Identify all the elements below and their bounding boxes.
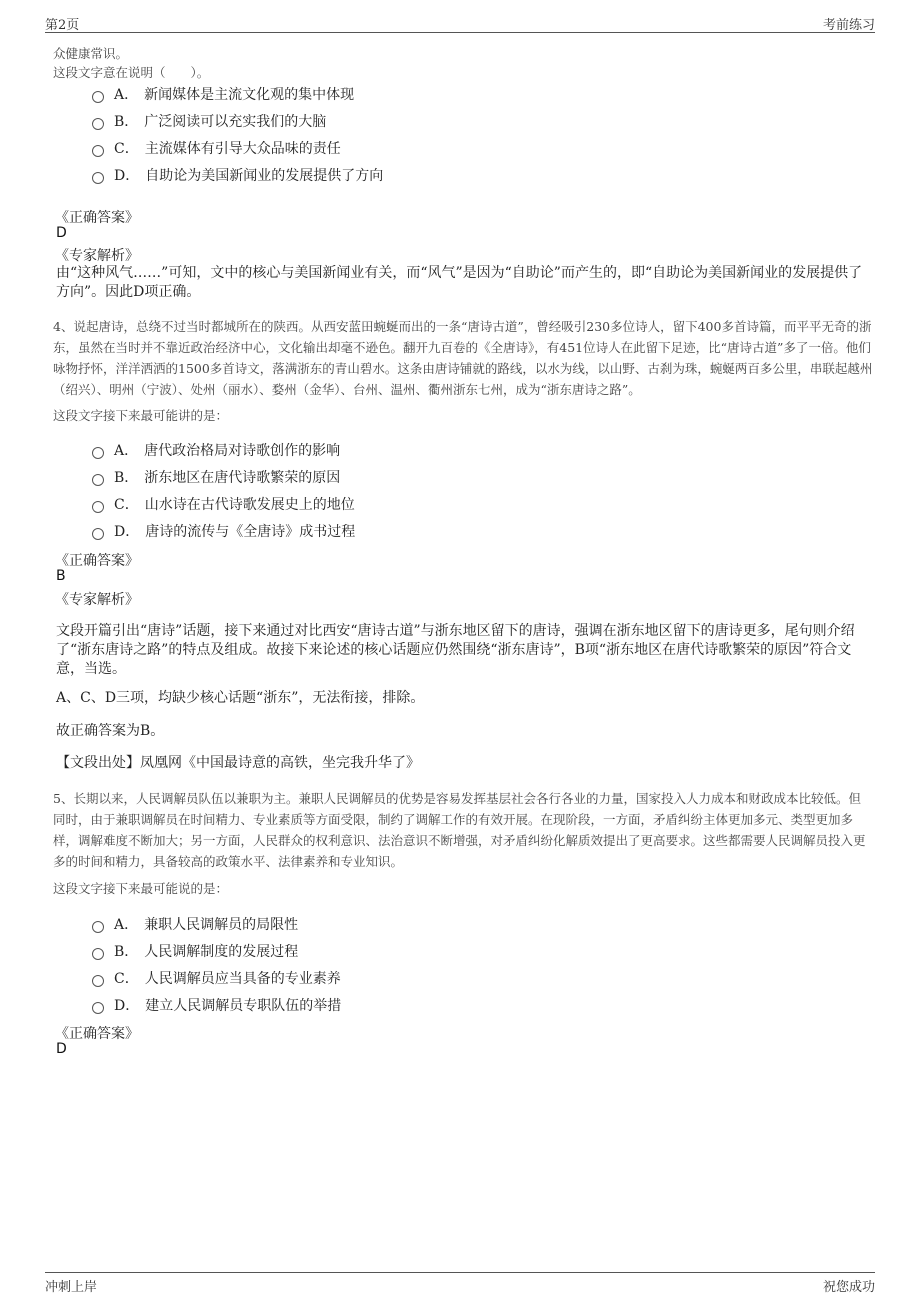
option-text: 新闻媒体是主流文化观的集中体现 xyxy=(144,86,355,103)
page-number: 第2页 xyxy=(45,18,80,33)
radio-icon[interactable] xyxy=(92,172,104,184)
option-text: 兼职人民调解员的局限性 xyxy=(144,916,299,933)
radio-icon[interactable] xyxy=(92,474,104,486)
q5-answer: D xyxy=(56,1041,67,1057)
radio-icon[interactable] xyxy=(92,501,104,513)
q3-answer: D xyxy=(56,225,67,241)
option-text: 自助论为美国新闻业的发展提供了方向 xyxy=(145,167,384,184)
q4-option-d[interactable]: D． 唐诗的流传与《全唐诗》成书过程 xyxy=(92,517,355,544)
q5-option-c[interactable]: C． 人民调解员应当具备的专业素养 xyxy=(92,964,341,991)
footer-right-text: 祝您成功 xyxy=(822,1280,875,1295)
option-text: 人民调解制度的发展过程 xyxy=(144,943,299,960)
option-text: 主流媒体有引导大众品味的责任 xyxy=(144,140,341,157)
q5-option-d[interactable]: D． 建立人民调解员专职队伍的举措 xyxy=(92,991,341,1018)
q4-analysis-paragraph-1: 文段开篇引出“唐诗”话题，接下来通过对比西安“唐诗古道”与浙东地区留下的唐诗，强调在浙东地区留下的唐诗更多，尾句则介绍了“浙东唐诗之路”的特点及组成。故接下来论述的核心话题应仍然围绕“浙东唐诗”，B项“浙东地区在唐代诗歌繁荣的原因”符合文意，当选。 xyxy=(56,623,855,677)
q4-answer-label: 《正确答案》 xyxy=(55,553,139,569)
q5-answer-label: 《正确答案》 xyxy=(55,1026,139,1042)
option-text: 人民调解员应当具备的专业素养 xyxy=(144,970,341,987)
q3-stem-tail: 众健康常识。 xyxy=(53,46,129,61)
radio-icon[interactable] xyxy=(92,921,104,933)
q3-analysis: 由“这种风气……”可知，文中的核心与美国新闻业有关，而“风气”是因为“自助论”而产生的，即“自助论为美国新闻业的发展提供了方向”。因此D项正确。 xyxy=(56,265,863,300)
q4-analysis-paragraph-2: A、C、D三项，均缺少核心话题“浙东”，无法衔接，排除。 xyxy=(56,690,425,706)
q4-answer: B xyxy=(56,568,66,584)
q5-options xyxy=(92,910,341,1018)
page-footer xyxy=(45,1272,875,1293)
radio-icon[interactable] xyxy=(92,118,104,130)
q4-analysis-label: 《专家解析》 xyxy=(55,592,139,608)
q4-stem: 4、说起唐诗，总绕不过当时都城所在的陕西。从西安蓝田蜿蜒而出的一条“唐诗古道”，曾经吸引230多位诗人，留下400多首诗篇，而平平无奇的浙东，虽然在当时并不靠近政治经济中心，文化输出却毫不逊色。翻开九百卷的《全唐诗》，有451位诗人在此留下足迹，比“唐诗古道”多了一倍。他们咏物抒怀，洋洋洒洒的1500多首诗文，落满浙东的青山碧水。这条由唐诗铺就的路线，以水为线，以山野、古刹为珠，蜿蜒两百多公里，串联起越州（绍兴）、明州（宁波）、处州（丽水）、婺州（金华）、台州、温州、衢州浙东七州，成为“浙东唐诗之路”。 xyxy=(53,319,873,397)
q3-option-d[interactable]: D． 自助论为美国新闻业的发展提供了方向 xyxy=(92,161,383,188)
q5-option-a[interactable]: A． 兼职人民调解员的局限性 xyxy=(92,910,341,937)
footer-left-text: 冲刺上岸 xyxy=(45,1280,98,1295)
q3-options xyxy=(92,80,383,188)
q4-option-b[interactable]: B． 浙东地区在唐代诗歌繁荣的原因 xyxy=(92,463,355,490)
radio-icon[interactable] xyxy=(92,91,104,103)
q5-option-b[interactable]: B． 人民调解制度的发展过程 xyxy=(92,937,341,964)
q3-prompt: 这段文字意在说明（ ）。 xyxy=(53,65,210,80)
q4-options xyxy=(92,436,355,544)
option-text: 唐代政治格局对诗歌创作的影响 xyxy=(144,442,341,459)
option-text: 山水诗在古代诗歌发展史上的地位 xyxy=(144,496,355,513)
option-text: 唐诗的流传与《全唐诗》成书过程 xyxy=(145,523,356,540)
option-text: 浙东地区在唐代诗歌繁荣的原因 xyxy=(144,469,341,486)
radio-icon[interactable] xyxy=(92,145,104,157)
radio-icon[interactable] xyxy=(92,975,104,987)
q4-option-c[interactable]: C． 山水诗在古代诗歌发展史上的地位 xyxy=(92,490,355,517)
q3-analysis-label: 《专家解析》 xyxy=(55,248,139,264)
q4-analysis-paragraph-3: 故正确答案为B。 xyxy=(56,723,165,739)
q3-answer-label: 《正确答案》 xyxy=(55,210,139,226)
q5-stem: 5、长期以来，人民调解员队伍以兼职为主。兼职人民调解员的优势是容易发挥基层社会各行各业的力量，国家投入人力成本和财政成本比较低。但同时，由于兼职调解员在时间精力、专业素质等方面受限，制约了调解工作的有效开展。在现阶段，一方面，矛盾纠纷主体更加多元、类型更加多样，调解难度不断加大；另一方面，人民群众的权利意识、法治意识不断增强，对矛盾纠纷化解质效提出了更高要求。这些都需要人民调解员投入更多的时间和精力，具备较高的政策水平、法律素养和专业知识。 xyxy=(53,791,866,869)
radio-icon[interactable] xyxy=(92,948,104,960)
option-text: 建立人民调解员专职队伍的举措 xyxy=(145,997,342,1014)
q3-option-b[interactable]: B． 广泛阅读可以充实我们的大脑 xyxy=(92,107,383,134)
header-title: 考前练习 xyxy=(822,18,875,33)
q3-option-a[interactable]: A． 新闻媒体是主流文化观的集中体现 xyxy=(92,80,383,107)
option-text: 广泛阅读可以充实我们的大脑 xyxy=(144,113,327,130)
radio-icon[interactable] xyxy=(92,447,104,459)
q4-source: 【文段出处】凤凰网《中国最诗意的高铁，坐完我升华了》 xyxy=(56,755,420,771)
page-header xyxy=(45,12,875,33)
q4-prompt: 这段文字接下来最可能讲的是： xyxy=(53,408,229,423)
radio-icon[interactable] xyxy=(92,1002,104,1014)
q5-prompt: 这段文字接下来最可能说的是： xyxy=(53,881,229,896)
radio-icon[interactable] xyxy=(92,528,104,540)
q4-option-a[interactable]: A． 唐代政治格局对诗歌创作的影响 xyxy=(92,436,355,463)
q3-option-c[interactable]: C． 主流媒体有引导大众品味的责任 xyxy=(92,134,383,161)
